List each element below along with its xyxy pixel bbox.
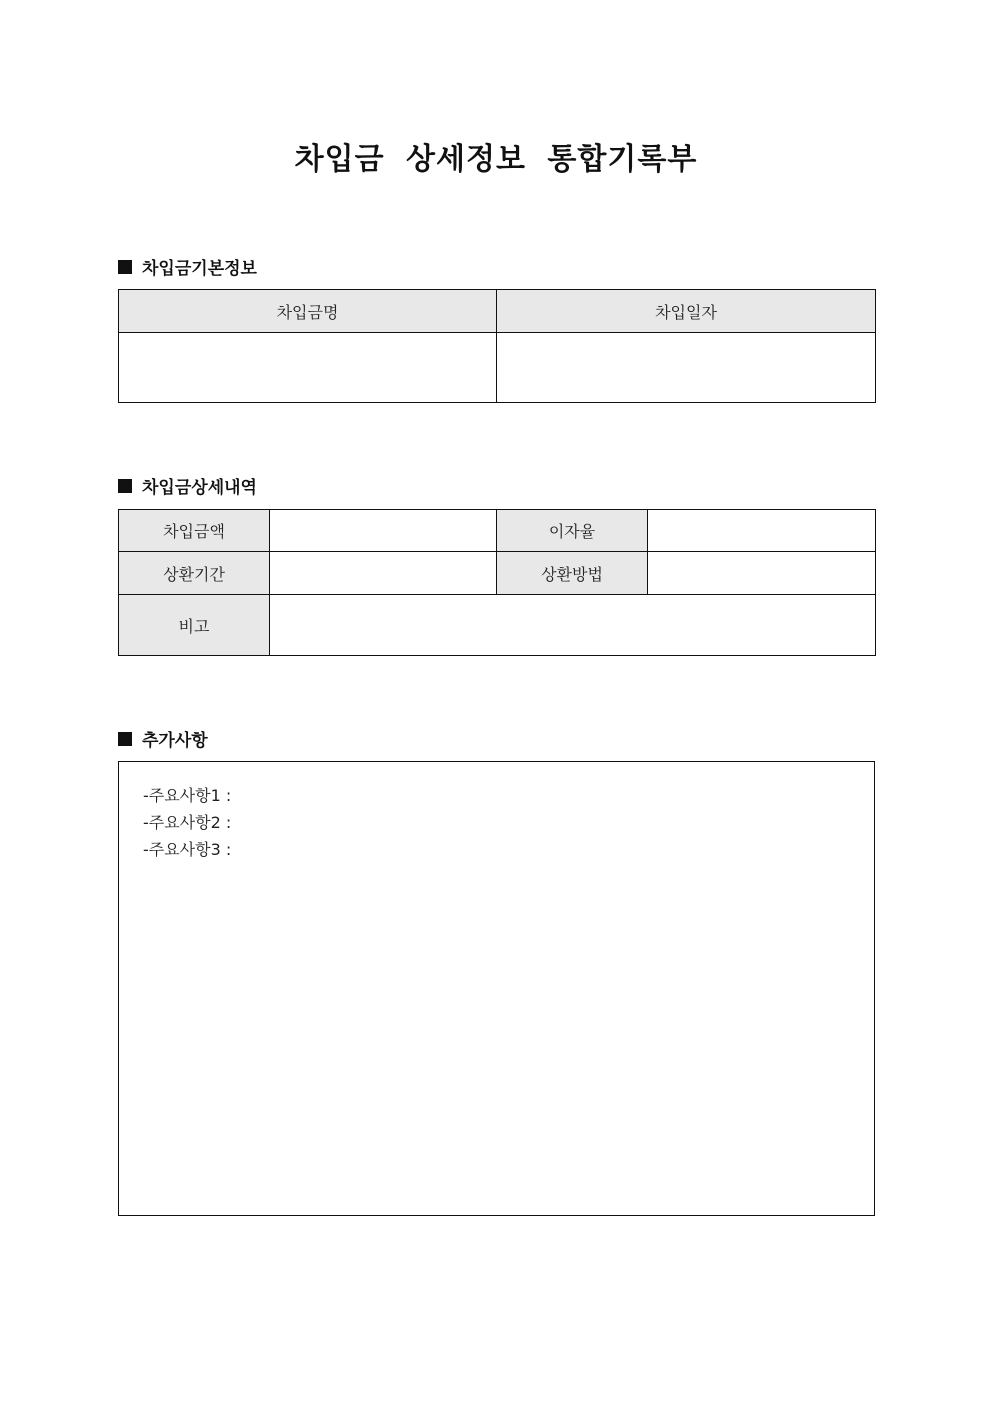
section-heading-basic-label: 차입금기본정보: [142, 259, 257, 279]
document-title: 차입금 상세정보 통합기록부: [294, 142, 698, 177]
table-row: [119, 552, 876, 595]
loan-detail-table: [118, 509, 876, 656]
header-loan-name: 차입금명: [119, 290, 497, 333]
loan-amount-field[interactable]: [270, 510, 497, 552]
note-item-3: -주요사항3 :: [143, 840, 232, 859]
repayment-period-field[interactable]: [270, 552, 497, 595]
remarks-field[interactable]: [270, 595, 876, 656]
loan-date-field[interactable]: [497, 333, 876, 403]
note-item-1: -주요사항1 :: [143, 786, 232, 805]
loan-name-field[interactable]: [119, 333, 497, 403]
additional-notes-box[interactable]: [118, 761, 875, 1216]
basic-info-table: [118, 289, 876, 403]
section-heading-basic: [118, 254, 257, 279]
table-row: [119, 510, 876, 552]
label-remarks: 비고: [119, 595, 270, 656]
square-bullet-icon: [118, 479, 132, 493]
repayment-method-field[interactable]: [648, 552, 876, 595]
label-loan-amount: 차입금액: [119, 510, 270, 552]
square-bullet-icon: [118, 260, 132, 274]
section-heading-additional-label: 추가사항: [142, 731, 208, 751]
section-heading-detail: [118, 473, 257, 498]
table-row: [119, 595, 876, 656]
header-loan-date: 차입일자: [497, 290, 876, 333]
label-repayment-period: 상환기간: [119, 552, 270, 595]
interest-rate-field[interactable]: [648, 510, 876, 552]
label-repayment-method: 상환방법: [497, 552, 648, 595]
label-interest-rate: 이자율: [497, 510, 648, 552]
section-heading-additional: [118, 726, 208, 751]
square-bullet-icon: [118, 732, 132, 746]
note-item-2: -주요사항2 :: [143, 813, 232, 832]
section-heading-detail-label: 차입금상세내역: [142, 478, 257, 498]
